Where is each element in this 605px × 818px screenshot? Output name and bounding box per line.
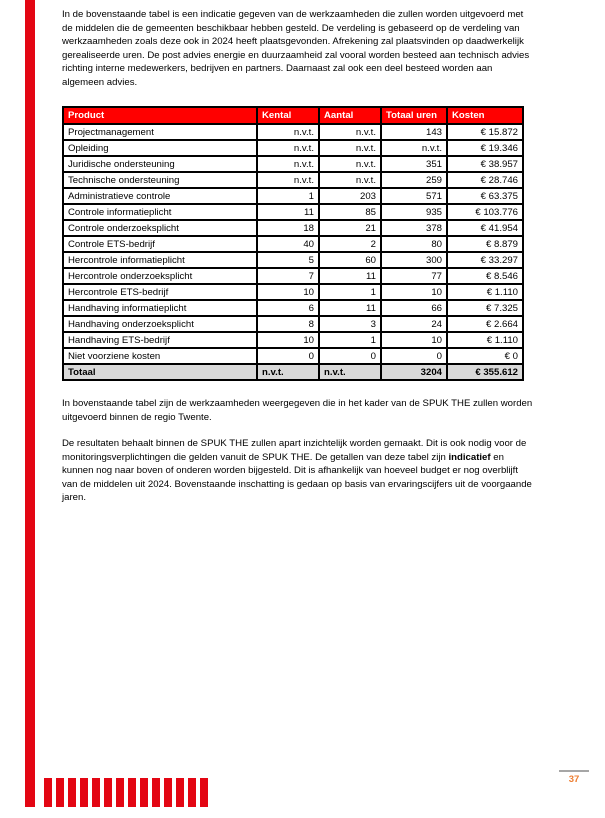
value-cell: € 28.746 bbox=[447, 172, 523, 188]
product-cell: Controle onderzoeksplicht bbox=[63, 220, 257, 236]
value-cell: 11 bbox=[257, 204, 319, 220]
barcode-bar bbox=[188, 778, 196, 807]
value-cell: n.v.t. bbox=[381, 140, 447, 156]
col-header-totaal-uren: Totaal uren bbox=[381, 107, 447, 124]
barcode-bar bbox=[68, 778, 76, 807]
value-cell: 11 bbox=[319, 268, 381, 284]
value-cell: € 0 bbox=[447, 348, 523, 364]
barcode-bar bbox=[92, 778, 100, 807]
value-cell: € 8.879 bbox=[447, 236, 523, 252]
value-cell: 203 bbox=[319, 188, 381, 204]
value-cell: 2 bbox=[319, 236, 381, 252]
value-cell: 66 bbox=[381, 300, 447, 316]
product-cell: Hercontrole ETS-bedrijf bbox=[63, 284, 257, 300]
value-cell: 300 bbox=[381, 252, 447, 268]
barcode-bar bbox=[104, 778, 112, 807]
value-cell: € 8.546 bbox=[447, 268, 523, 284]
value-cell: 8 bbox=[257, 316, 319, 332]
table-row bbox=[63, 140, 523, 156]
product-cell: Hercontrole onderzoeksplicht bbox=[63, 268, 257, 284]
value-cell: 60 bbox=[319, 252, 381, 268]
table-row bbox=[63, 156, 523, 172]
value-cell: 10 bbox=[381, 284, 447, 300]
value-cell: € 19.346 bbox=[447, 140, 523, 156]
value-cell: 3 bbox=[319, 316, 381, 332]
barcode-bar bbox=[56, 778, 64, 807]
value-cell: 351 bbox=[381, 156, 447, 172]
value-cell: 143 bbox=[381, 124, 447, 140]
value-cell: 0 bbox=[257, 348, 319, 364]
value-cell: € 38.957 bbox=[447, 156, 523, 172]
barcode-bar bbox=[176, 778, 184, 807]
value-cell: 40 bbox=[257, 236, 319, 252]
table-body bbox=[63, 124, 523, 364]
barcode-bar bbox=[116, 778, 124, 807]
table-total-row bbox=[63, 364, 523, 380]
barcode-bar bbox=[80, 778, 88, 807]
value-cell: € 63.375 bbox=[447, 188, 523, 204]
barcode-bar bbox=[152, 778, 160, 807]
value-cell: € 15.872 bbox=[447, 124, 523, 140]
value-cell: 10 bbox=[257, 332, 319, 348]
value-cell: € 1.110 bbox=[447, 284, 523, 300]
value-cell: 571 bbox=[381, 188, 447, 204]
value-cell: 21 bbox=[319, 220, 381, 236]
table-row bbox=[63, 300, 523, 316]
value-cell: 5 bbox=[257, 252, 319, 268]
col-header-kental: Kental bbox=[257, 107, 319, 124]
value-cell: 10 bbox=[257, 284, 319, 300]
table-row bbox=[63, 124, 523, 140]
value-cell: 18 bbox=[257, 220, 319, 236]
value-cell: n.v.t. bbox=[257, 156, 319, 172]
table-row bbox=[63, 204, 523, 220]
table-row bbox=[63, 332, 523, 348]
table-row bbox=[63, 268, 523, 284]
table-row bbox=[63, 172, 523, 188]
value-cell: € 2.664 bbox=[447, 316, 523, 332]
budget-table bbox=[62, 106, 524, 381]
value-cell: n.v.t. bbox=[319, 156, 381, 172]
product-cell: Handhaving onderzoeksplicht bbox=[63, 316, 257, 332]
value-cell: 10 bbox=[381, 332, 447, 348]
value-cell: 11 bbox=[319, 300, 381, 316]
value-cell: 1 bbox=[257, 188, 319, 204]
product-cell: Handhaving informatieplicht bbox=[63, 300, 257, 316]
barcode-bar bbox=[44, 778, 52, 807]
product-cell: Technische ondersteuning bbox=[63, 172, 257, 188]
paragraph-table-note: In bovenstaande tabel zijn de werkzaamheden weergegeven die in het kader van de SPUK THE zullen worden uitgevoerd binnen de regio Twente. bbox=[62, 398, 533, 423]
barcode-bar bbox=[164, 778, 172, 807]
col-header-product: Product bbox=[63, 107, 257, 124]
table-row bbox=[63, 188, 523, 204]
value-cell: 1 bbox=[319, 284, 381, 300]
value-cell: € 33.297 bbox=[447, 252, 523, 268]
table-row bbox=[63, 252, 523, 268]
page-number: 37 bbox=[568, 774, 580, 785]
value-cell: 24 bbox=[381, 316, 447, 332]
value-cell: 6 bbox=[257, 300, 319, 316]
product-cell: Projectmanagement bbox=[63, 124, 257, 140]
barcode-bar bbox=[140, 778, 148, 807]
paragraph-results-text: De resultaten behaalt binnen de SPUK THE zullen apart inzichtelijk worden gemaakt. Dit is ook nodig voor de monitoringsverplichtingen die gelden vanuit de SPUK THE. De getallen van deze tabel zijn bbox=[62, 438, 527, 463]
table-row bbox=[63, 348, 523, 364]
col-header-aantal: Aantal bbox=[319, 107, 381, 124]
value-cell: n.v.t. bbox=[257, 140, 319, 156]
value-cell: 0 bbox=[381, 348, 447, 364]
barcode-bar bbox=[200, 778, 208, 807]
value-cell: 80 bbox=[381, 236, 447, 252]
product-cell: Hercontrole informatieplicht bbox=[63, 252, 257, 268]
footer-divider-line bbox=[559, 770, 589, 772]
product-cell: Controle ETS-bedrijf bbox=[63, 236, 257, 252]
table-row bbox=[63, 220, 523, 236]
value-cell: 0 bbox=[319, 348, 381, 364]
value-cell: 77 bbox=[381, 268, 447, 284]
total-label: Totaal bbox=[63, 364, 257, 380]
value-cell: n.v.t. bbox=[319, 140, 381, 156]
value-cell: 935 bbox=[381, 204, 447, 220]
value-cell: 85 bbox=[319, 204, 381, 220]
value-cell: n.v.t. bbox=[319, 172, 381, 188]
total-kosten: € 355.612 bbox=[447, 364, 523, 380]
barcode-decoration bbox=[44, 778, 208, 807]
value-cell: n.v.t. bbox=[257, 124, 319, 140]
total-totaal-uren: 3204 bbox=[381, 364, 447, 380]
value-cell: 259 bbox=[381, 172, 447, 188]
total-aantal: n.v.t. bbox=[319, 364, 381, 380]
paragraph-intro: In de bovenstaande tabel is een indicatie gegeven van de werkzaamheden die zullen worden uitgevoerd met de middelen die de gemeenten beschikbaar hebben gesteld. De verdeling is gebaseerd op de verdeling van werkzaamheden zoals deze ook in 2024 heeft plaatsgevonden. Afrekening zal plaatsvinden op daadwerkelijk gerealiseerde uren. De post advies energie en duurzaamheid zal vooral worden besteed aan technisch advies richting interne medewerkers, bedrijven en partners. Daarnaast zal ook een deel besteed worden aan algemeen advies. bbox=[62, 9, 530, 88]
value-cell: 1 bbox=[319, 332, 381, 348]
product-cell: Controle informatieplicht bbox=[63, 204, 257, 220]
product-cell: Administratieve controle bbox=[63, 188, 257, 204]
value-cell: € 41.954 bbox=[447, 220, 523, 236]
table-row bbox=[63, 236, 523, 252]
value-cell: € 7.325 bbox=[447, 300, 523, 316]
table-header-row bbox=[63, 107, 523, 124]
value-cell: € 1.110 bbox=[447, 332, 523, 348]
product-cell: Handhaving ETS-bedrijf bbox=[63, 332, 257, 348]
product-cell: Niet voorziene kosten bbox=[63, 348, 257, 364]
paragraph-results bbox=[62, 437, 535, 505]
value-cell: n.v.t. bbox=[257, 172, 319, 188]
total-kental: n.v.t. bbox=[257, 364, 319, 380]
col-header-kosten: Kosten bbox=[447, 107, 523, 124]
value-cell: 7 bbox=[257, 268, 319, 284]
table-row bbox=[63, 316, 523, 332]
paragraph-results-text-cont: en kunnen nog naar boven of onderen worden bijgesteld. Dit is afhankelijk van hoeveel budget er nog overblijft van de middelen uit 2024. Bovenstaande inschatting is gedaan op basis van ervaringscijfers uit de voorgaande jaren. bbox=[62, 451, 532, 504]
paragraph-results-bold-word: indicatief bbox=[448, 451, 491, 463]
value-cell: n.v.t. bbox=[319, 124, 381, 140]
product-cell: Juridische ondersteuning bbox=[63, 156, 257, 172]
product-cell: Opleiding bbox=[63, 140, 257, 156]
value-cell: € 103.776 bbox=[447, 204, 523, 220]
barcode-bar bbox=[128, 778, 136, 807]
left-red-stripe bbox=[25, 0, 35, 807]
table-row bbox=[63, 284, 523, 300]
value-cell: 378 bbox=[381, 220, 447, 236]
